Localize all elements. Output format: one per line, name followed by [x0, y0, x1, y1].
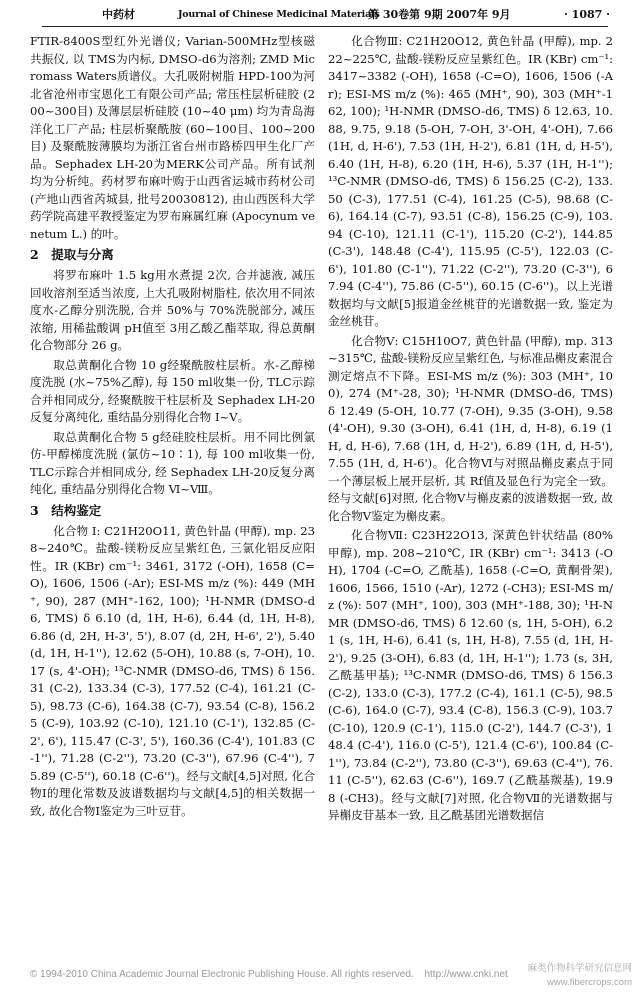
- issue-info: 第 30卷第 9期 2007年 9月: [368, 8, 511, 21]
- site-watermark: [512, 962, 632, 990]
- section-heading-extraction: 2 提取与分离: [30, 247, 114, 262]
- compound-3-paragraph: 化合物Ⅲ: C21H20O12, 黄色针晶 (甲醇), mp. 222~225℃, 盐酸-镁粉反应呈紫红色。IR (KBr) cm⁻¹: 3417~3382 (-OH), 1658 (-C=O), 1606, 1506 (-Ar); ESI-MS m/z (%): 465 (MH⁺, 90), 303 (MH⁺-162, 100); ¹H-NMR (DMSO-d6, TMS) δ 12.63, 10.88, 9.75, 9.18 (5-OH, 7-OH, 3'-OH, 4'-OH), 7.66 (1H, d, H-6'), 7.53 (1H, H-2'), 6.81 (1H, d, H-5'), 6.40 (1H, H-8), 6.20 (1H, H-6), 5.37 (1H, H-1''); ¹³C-NMR (DMSO-d6, TMS) δ 156.25 (C-2), 133.50 (C-3), 177.51 (C-4), 161.25 (C-5), 98.68 (C-6), 164.14 (C-7), 93.51 (C-8), 156.25 (C-9), 103.94 (C-10), 121.11 (C-1'), 115.20 (C-2'), 144.85 (C-3'), 148.48 (C-4'), 115.95 (C-5'), 122.03 (C-6'), 101.80 (C-1''), 71.22 (C-2''), 73.20 (C-3''), 67.94 (C-4''), 75.86 (C-5''), 60.15 (C-6'')。以上光谱数据均与文献[5]报道金丝桃苷的光谱数据一致, 鉴定为金丝桃苷。: [328, 34, 613, 328]
- materials-paragraph: FTIR-8400S型红外光谱仪; Varian-500MHz型核磁共振仪, 以 TMS为内标, DMSO-d6为溶剂; ZMD Micromass Waters质谱仪。大孔吸附树脂 HPD-100为河北省沧州市宝恩化工有限公司产品; 常压柱层析硅胶 (200~300目) 及薄层层析硅胶 (10~40 μm) 均为青岛海洋化工厂产品; 柱层析聚酰胺 (60~100目、100~200目) 及聚酰胺薄膜均为浙江省台州市路桥四甲生化厂产品。Sephadex LH-20为MERK公司产品。所有试剂均为分析纯。药材罗布麻叶购于山西省运城市药材公司 (产地山西省芮城县, 批号20030812), 由山西医科大学药学院高建平教授鉴定为罗布麻属红麻 (Apocynum venetum L.) 的叶。: [30, 34, 315, 241]
- copyright-text: © 1994-2010 China Academic Journal Electronic Publishing House. All rights reserved.: [30, 969, 414, 980]
- fraction-paragraph-1: 取总黄酮化合物 10 g经聚酰胺柱层析。水-乙醇梯度洗脱 (水~75%乙醇), 每 150 ml收集一份, TLC示踪合并相同成分, 经聚酰胺干柱层析及 Sephadex LH-20反复分离纯化, 重结晶分别得化合物 Ⅰ~Ⅴ。: [30, 357, 315, 424]
- compound-7-paragraph: 化合物Ⅶ: C23H22O13, 深黄色针状结晶 (80%甲醇), mp. 208~210℃, IR (KBr) cm⁻¹: 3413 (-OH), 1704 (-C=O, 乙酰基), 1658 (-C=O, 黄酮骨架), 1606, 1566, 1510 (-Ar), 1272 (-CH3); ESI-MS m/z (%): 507 (MH⁺, 100), 303 (MH⁺-188, 30); ¹H-NMR (DMSO-d6, TMS) δ 12.60 (s, 1H, 5-OH), 6.21 (s, 1H, H-6), 6.41 (s, 1H, H-8), 7.55 (d, 1H, H-2'), 9.25 (3-OH), 6.83 (d, 1H, H-1''); 1.73 (s, 3H, 乙酰基甲基); ¹³C-NMR (DMSO-d6, TMS) δ 156.3 (C-2), 133.0 (C-3), 177.2 (C-4), 161.1 (C-5), 98.5 (C-6), 164.0 (C-7), 93.4 (C-8), 156.3 (C-9), 103.7 (C-10), 120.9 (C-1'), 115.0 (C-2'), 144.7 (C-3'), 148.4 (C-4'), 116.0 (C-5'), 121.4 (C-6'), 100.84 (C-1''), 73.84 (C-2''), 73.80 (C-3''), 69.63 (C-4''), 76.11 (C-5''), 62.63 (C-6''), 169.7 (乙酰基羰基), 19.98 (-CH3)。经与文献[7]对照, 化合物Ⅶ的光谱数据与异槲皮苷基本一致, 且乙酰基团光谱数据信: [328, 528, 613, 822]
- fraction-paragraph-2: 取总黄酮化合物 5 g经硅胶柱层析。用不同比例氯仿-甲醇梯度洗脱 (氯仿~10∶1), 每 100 ml收集一份, TLC示踪合并相同成分, 经 Sephadex LH-20反复分离纯化, 重结晶分别得化合物 Ⅵ~Ⅷ。: [30, 429, 315, 496]
- left-column: [30, 33, 315, 822]
- compound-1-paragraph: 化合物 Ⅰ: C21H20O11, 黄色针晶 (甲醇), mp. 238~240℃。盐酸-镁粉反应呈紫红色, 三氯化铝反应阳性。IR (KBr) cm⁻¹: 3461, 3172 (-OH), 1658 (C=O), 1606, 1506 (-Ar); ESI-MS m/z (%): 449 (MH⁺, 90), 287 (MH⁺-162, 100); ¹H-NMR (DMSO-d6, TMS) δ 6.10 (d, 1H, H-6), 6.44 (d, 1H, H-8), 6.86 (d, 2H, H-3', 5'), 8.07 (d, 2H, H-6', 2'), 5.40 (d, 1H, H-1''), 12.62 (5-OH), 10.88 (s, 7-OH), 10.17 (s, 4'-OH); ¹³C-NMR (DMSO-d6, TMS) δ 156.31 (C-2), 133.34 (C-3), 177.52 (C-4), 161.21 (C-5), 98.73 (C-6), 164.38 (C-7), 93.54 (C-8), 156.25 (C-9), 103.92 (C-10), 121.10 (C-1'), 132.85 (C-2', 6'), 115.47 (C-3', 5'), 160.36 (C-4'), 101.83 (C-1''), 71.28 (C-2''), 73.20 (C-3''), 67.96 (C-4''), 75.89 (C-5''), 60.18 (C-6'')。经与文献[4,5]对照, 化合物Ⅰ的理化常数及波谱数据均与文献[4,5]的相关数据一致, 故化合物Ⅰ鉴定为三叶豆苷。: [30, 523, 315, 818]
- right-column: [328, 33, 613, 827]
- cnki-link[interactable]: http://www.cnki.net: [424, 969, 508, 980]
- compound-5-paragraph: 化合物Ⅴ: C15H10O7, 黄色针晶 (甲醇), mp. 313~315℃, 盐酸-镁粉反应呈紫红色, 与标准品槲皮素混合测定熔点不下降。ESI-MS m/z (%): 303 (MH⁺, 100), 274 (M⁺-28, 30); ¹H-NMR (DMSO-d6, TMS) δ 12.49 (5-OH, 10.77 (7-OH), 9.35 (3-OH), 9.58 (4'-OH), 9.30 (3-OH), 6.41 (1H, d, H-8), 6.19 (1H, d, H-6), 7.68 (1H, d, H-2'), 6.89 (1H, d, H-5'), 7.55 (1H, d, H-6')。化合物Ⅵ与对照品槲皮素点于同一个薄层板上展开层析, 其 Rf值及显色行为完全一致。经与文献[6]对照, 化合物Ⅴ与槲皮素的波谱数据一致, 故化合物Ⅴ鉴定为槲皮素。: [328, 333, 613, 523]
- journal-name-en: Journal of Chinese Medicinal Materials: [178, 9, 380, 20]
- journal-name-cn: 中药材: [102, 8, 135, 21]
- watermark-line-1: 麻类作物科学研究信息网: [527, 963, 632, 974]
- extraction-paragraph: 将罗布麻叶 1.5 kg用水煮提 2次, 合并滤液, 减压回收溶剂至适当浓度, 上大孔吸附树脂柱, 依次用不同浓度水-乙醇分别洗脱, 合并 50%与 70%洗脱部分, 减压浓缩, 用稀盐酸调 pH值至 3用乙酸乙酯萃取, 得总黄酮化合物部分 26 g。: [30, 268, 315, 352]
- section-heading-structure: 3 结构鉴定: [30, 502, 102, 518]
- copyright-footer: [30, 969, 516, 980]
- watermark-line-2: www.fibercrops.com: [547, 977, 632, 988]
- page-number: · 1087 ·: [564, 8, 610, 21]
- page-header: [42, 4, 608, 27]
